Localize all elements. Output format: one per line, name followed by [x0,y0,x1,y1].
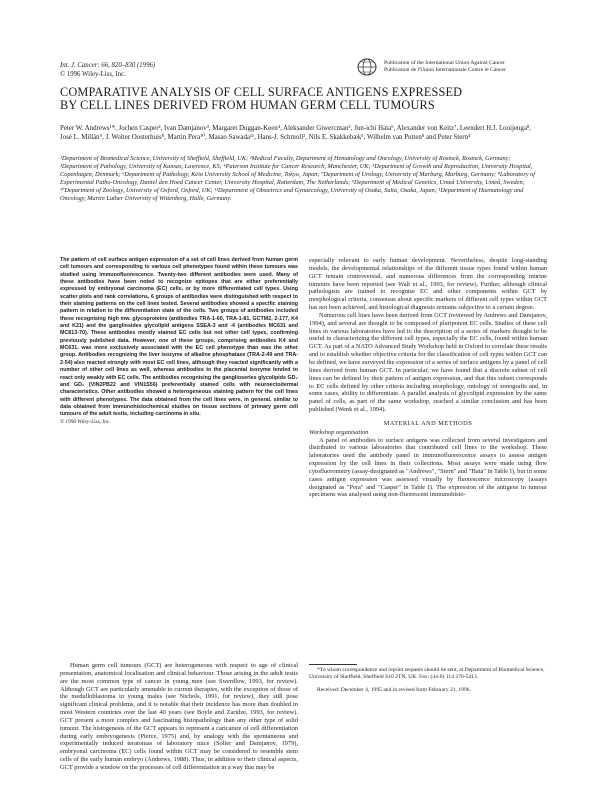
body-paragraph-3: A panel of antibodies to surface antigens was collected from several investigators and distributed to various laboratories that contributed cell lines to the workshop. These laboratories used the antibody panel in immunofluorescence assays to assess antigen expression by the cell lines in their collections. Most assays were made using flow cytofluorometry (assay-designated as "Andrews", "Stern" and "Hata" in Table I), but in some cases antigen expression was assessed visually by fluorescence microscopy (assays designated as "Pera" and "Casper" in Table I). The expression of the antigens in tumour specimens was analysed using non-fluorescent immunohisto- [309,436,547,499]
footnote-text: *To whom correspondence and reprint requests should be sent, at Department of Biomedical Science, University of Sheffield, Sheffield S10 2TN, UK. Fax: (44-0) 114 276-5413. [309,667,545,680]
body-paragraph-1: especially relevant to early human development. Nevertheless, despite long-standing models, the developmental relationships of the different tissue types found within human GCT remain controversial, and numerous differences from the corresponding murine tumours have been reported (see Walt et al., 1993, for review). Further, although clinical pathologists are trained to recognise EC and other components within GCT by morphological criteria, consensus about specific markers of different cell types within GCT has not been achieved, and histological diagnosis remains subjective to a certain degree. [309,257,547,312]
journal-citation [60,62,155,79]
article-title [60,86,540,111]
publisher-english: Publication of the International Union Against Cancer [384,60,505,66]
body-paragraph-2: Numerous cell lines have been derived from GCT (reviewed by Andrews and Damjanov, 1994), and several are thought to be composed of pluripotent EC cells. Studies of these cell lines in various laboratories have led to the description of a series of markers thought to be useful in characterizing the different cell types, especially the EC cells, found within human GCT. As part of a NATO Advanced Study Workshop held in Oxford to correlate these results and to establish whether objective criteria for the classification of cell types within GCT can be defined, we have surveyed the expression of a series of surface antigens by a panel of cell lines derived from human GCT. In particular, we have found that a discrete subset of cell lines can be defined by their pattern of antigen expression, and that this subset corresponds to EC cells defined by other criteria including morphology, ontology of xenografts and, in some cases, ability to differentiate. A parallel analysis of glycolipid expression by the same panel of cells, as part of the same workshop, reached a similar conclusion and has been published (Wenk et al., 1994). [309,311,547,414]
section-heading: MATERIAL AND METHODS [383,419,473,427]
journal-volume-line: Int. J. Cancer: 66, 820–830 (1996) [60,62,156,69]
title-line-2: BY CELL LINES DERIVED FROM HUMAN GERM CELL TUMOURS [60,97,435,112]
correspondence-footnote [309,667,547,681]
introduction-column [60,662,298,772]
abstract-copyright: © 1996 Wiley-Liss, Inc. [60,418,111,425]
received-dates: Received: December 4, 1995 and in revised form February 21, 1996. [317,687,471,693]
subsection-heading: Workshop organisation [309,428,369,436]
title-line-1: COMPARATIVE ANALYSIS OF CELL SURFACE ANTIGENS EXPRESSED [60,85,463,99]
affiliations: ¹Department of Biomedical Science, University of Sheffield, Sheffield, UK; ²Medical Faculty, Department of Hematology and Oncology, University of Rostock, Rostock, Germany; ³Department of Pathology, University of Kansas, Lawrence, KS; ⁴Paterson Institute for Cancer Research, Manchester, UK; ⁵Department of Growth and Reproduction, University Hospital, Copenhagen, Denmark; ⁶Department of Pathology, Keio University School of Medicine, Tokyo, Japan; ⁷Department of Urology, University of Marburg, Marburg, Germany; ⁸Laboratory of Experimental Patho-Oncology, Daniel den Hoed Cancer Center, University Hospital, Rotterdam, The Netherlands; ⁹Department of Medical Genetics, Umeå University, Umeå, Sweden; ¹⁰Department of Zoology, University of Oxford, Oxford, UK; ¹¹Department of Obstetrics and Gynaecology, University of Osaka, Suita, Osaka, Japan; ¹Department of Haematology and Oncology, Martin Luther University of Wittenberg, Halle, Germany. [60,155,536,203]
author-list: Peter W. Andrews¹*, Jochen Casper², Ivan Damjanov³, Margaret Duggan-Keen⁴, Aleksander Giwercman⁵, Jun-ichi Hata⁶, Alexander von Keitz⁷, Leendert H.J. Looijenga⁸, José L. Millán⁹, J. Wolter Oosterhuis⁸, Martin Pera¹⁰, Masao Sawada¹¹, Hans-J. Schmoll², Nils E. Skakkebæk⁵, Wilhelm van Putten⁸ and Peter Stern⁴ [60,125,531,141]
abstract [60,257,298,426]
intro-paragraph: Human germ cell tumours (GCT) are heterogeneous with respect to age of clinical presentation, anatomical localisation and clinical behaviour. Those arising in the adult testis are the most common type of cancer in young men (see Swerdlow, 1993, for review). Although GCT are particularly amenable to current therapies, with the exception of those of the medulloblastoma in young males (see Nichols, 1991, for review), they still pose significant clinical problems, and it is notable that their incidence has more than doubled in most Western countries over the last 40 years (see Boyle and Zaridze, 1993, for review). GCT present a more complex and fascinating histopathology than any other type of solid tumour. The histogenesis of the GCT appears to represent a caricature of cell differentiation during early embryogenesis (Pierce, 1975) and, by analogy with the spontaneous and experimentally induced teratomas of laboratory mice (Solter and Damjanov, 1979), embryonal carcinoma (EC) cells found within GCT may be considered to resemble stem cells of the early human embryo (Andrews, 1988). Thus, in addition to their clinical aspects, GCT provide a window on the processes of cell differentiation in a way that may be [60,662,298,771]
publisher-french: Publication de l'Union Internationale Contre le Cancer [384,67,506,74]
abstract-text: The pattern of cell surface antigen expression of a set of cell lines derived from human germ cell tumours and corresponding to various cell phenotypes found within these tumours was studied using immunofluorescence. Twenty-two different antibodies were used. Many of these antibodies have been noted to recognize epitopes that are either preferentially expressed by embryonal carcinoma (EC) cells, or by more differentiated cell types. Using scatter plots and rank correlations, 6 groups of antibodies were distinguished with respect to their staining patterns on the cell lines tested. Several antibodies showed a specific staining pattern in relation to the differentiation state of the cells. Two groups of antibodies included these recognising high mw. glycoproteins (antibodies TRA-1-60, TRA-1-81, GCTM2, 2-177, K4 and K21) and the gangliosides glycolipid antigens SSEA-3 and -4 (antibodies MC631 and MC813-70). These antibodies mostly stained EC cells but not other cell types, confirming previously published data. However, one of these groups, comprising antibodies K4 and MC631, was more exclusively associated with the EC cell phenotype than was the other group. Antibodies recognizing the liver isozyme of alkaline phosphatase (TRA-2-49 and TRA-2-54) also reacted strongly with most EC cell lines, although they reacted significantly with a number of other cell lines as well, whereas antibodies to the placental isozyme tended to react only weakly with EC cells. The antibodies recognising the ganglioseries glycolipids GD₃ and GD₂ (VIN2PB22 and VIN1S56) preferentially stained cells with neuroectodermal characteristics. Other antibodies showed a heterogeneous staining pattern for the cell lines with different phenotypes. The data obtained from the cell lines were, in general, similar to data obtained from immunohistochemical studies on tissue sections of primary germ cell tumours of the adult testis, including carcinoma in situ. [60,257,298,418]
footnote-divider [309,664,357,665]
uicc-globe-icon [355,57,379,77]
right-column [309,257,547,499]
publisher-info [384,60,574,74]
journal-copyright-line: © 1996 Wiley-Liss, Inc. [60,70,126,78]
